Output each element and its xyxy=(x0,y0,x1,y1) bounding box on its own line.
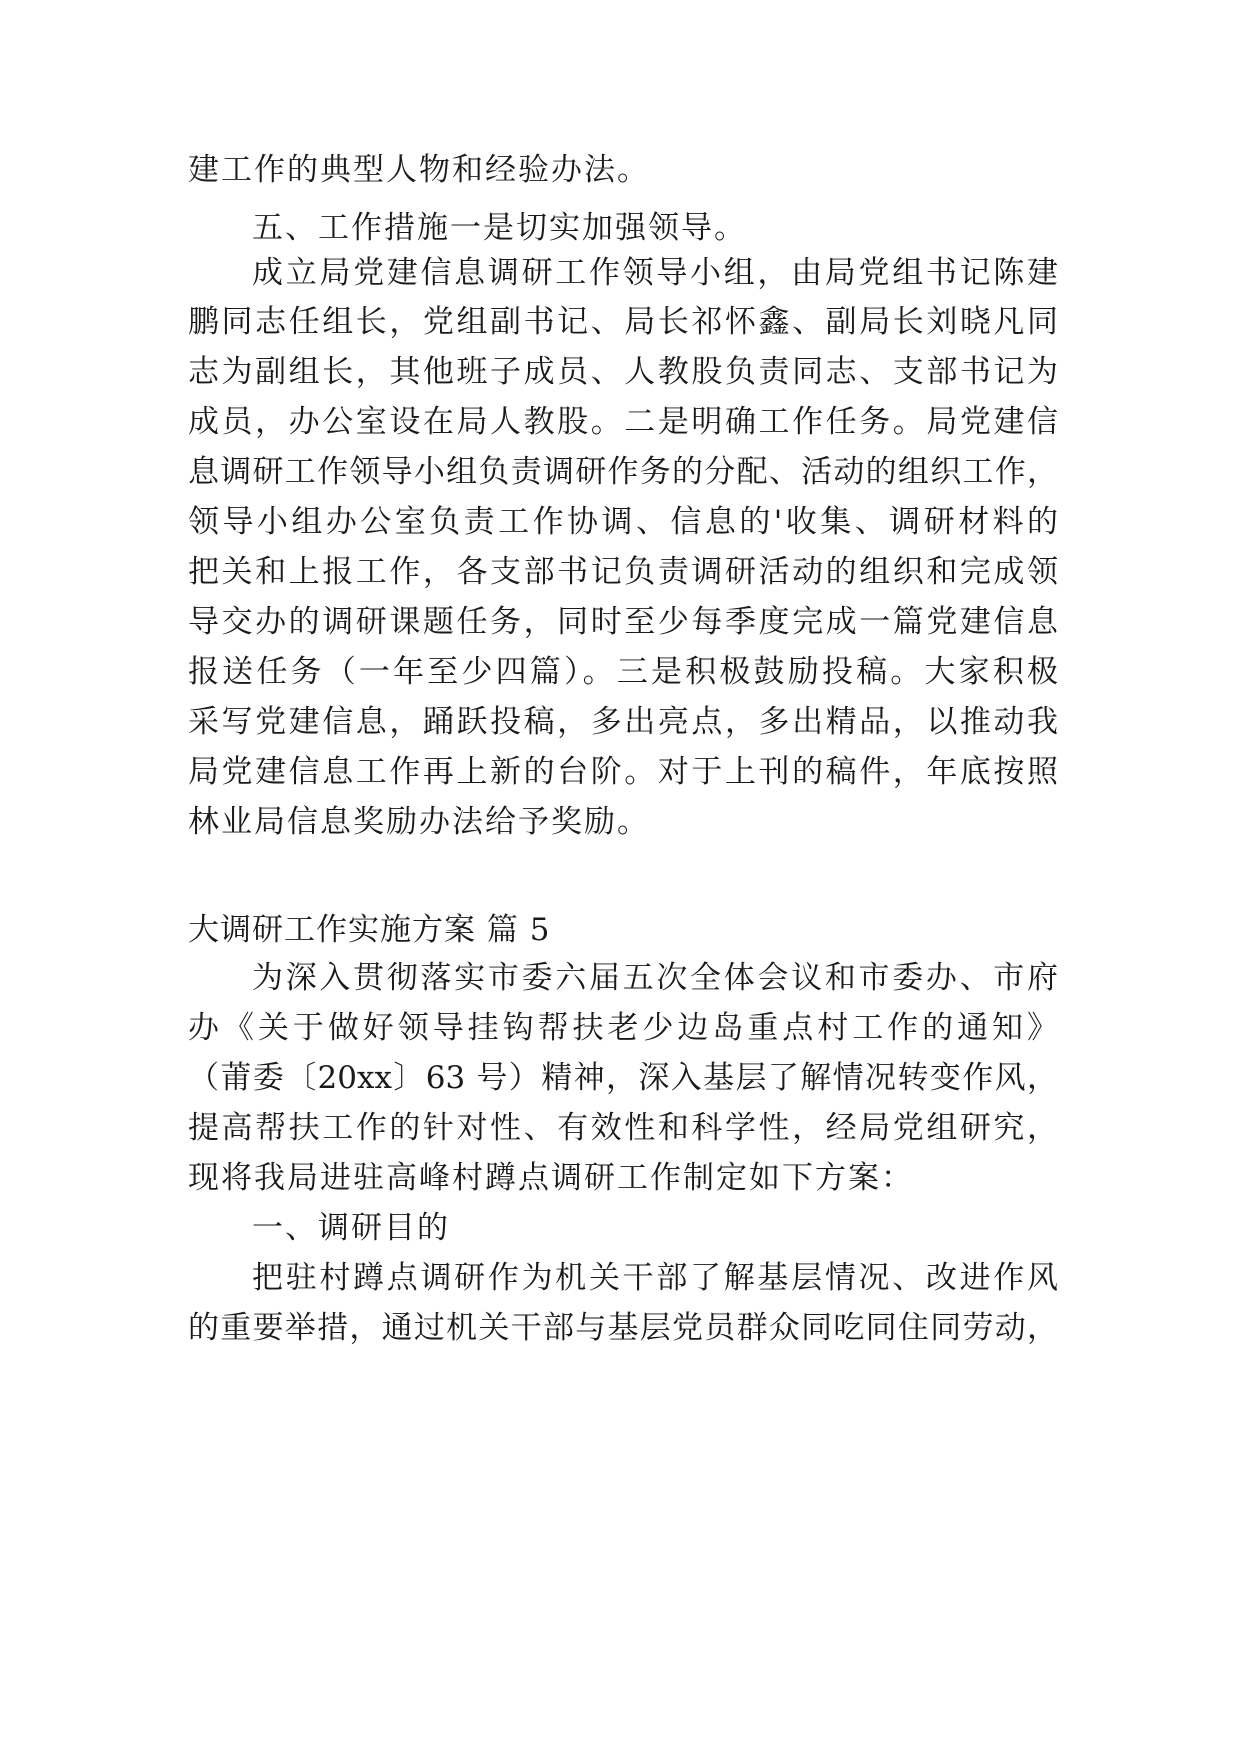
paragraph-line: 现将我局进驻高峰村蹲点调研工作制定如下方案： xyxy=(188,1160,914,1196)
subheading-purpose: 一、调研目的 xyxy=(252,1210,450,1246)
paragraph-line: 把关和上报工作，各支部书记负责调研活动的组织和完成领 xyxy=(188,554,1058,590)
paragraph-line: 建工作的典型人物和经验办法。 xyxy=(188,152,650,188)
paragraph-line: 的重要举措，通过机关干部与基层党员群众同吃同住同劳动， xyxy=(188,1310,1058,1346)
paragraph-line: 成立局党建信息调研工作领导小组，由局党组书记陈建 xyxy=(252,255,1058,291)
paragraph-line: 为深入贯彻落实市委六届五次全体会议和市委办、市府 xyxy=(252,960,1058,996)
section-title: 大调研工作实施方案 篇 5 xyxy=(188,912,551,948)
paragraph-line: 鹏同志任组长，党组副书记、局长祁怀鑫、副局长刘晓凡同 xyxy=(188,304,1058,340)
paragraph-line: 报送任务（一年至少四篇）。三是积极鼓励投稿。大家积极 xyxy=(188,654,1058,690)
paragraph-line: 局党建信息工作再上新的台阶。对于上刊的稿件，年底按照 xyxy=(188,754,1058,790)
paragraph-line: 息调研工作领导小组负责调研作务的分配、活动的组织工作， xyxy=(188,454,1058,490)
paragraph-line: （莆委〔20xx〕63 号）精神，深入基层了解情况转变作风， xyxy=(188,1060,1058,1096)
paragraph-line: 领导小组办公室负责工作协调、信息的'收集、调研材料的 xyxy=(188,504,1058,540)
paragraph-line: 提高帮扶工作的针对性、有效性和科学性，经局党组研究， xyxy=(188,1110,1058,1146)
paragraph-line: 成员，办公室设在局人教股。二是明确工作任务。局党建信 xyxy=(188,404,1058,440)
paragraph-line: 采写党建信息，踊跃投稿，多出亮点，多出精品，以推动我 xyxy=(188,704,1058,740)
paragraph-line: 把驻村蹲点调研作为机关干部了解基层情况、改进作风 xyxy=(252,1260,1058,1296)
paragraph-line: 志为副组长，其他班子成员、人教股负责同志、支部书记为 xyxy=(188,354,1058,390)
section-heading-measures: 五、工作措施一是切实加强领导。 xyxy=(252,210,747,246)
paragraph-line: 办《关于做好领导挂钩帮扶老少边岛重点村工作的通知》 xyxy=(188,1010,1058,1046)
paragraph-line: 林业局信息奖励办法给予奖励。 xyxy=(188,804,650,840)
paragraph-line: 导交办的调研课题任务，同时至少每季度完成一篇党建信息 xyxy=(188,604,1058,640)
